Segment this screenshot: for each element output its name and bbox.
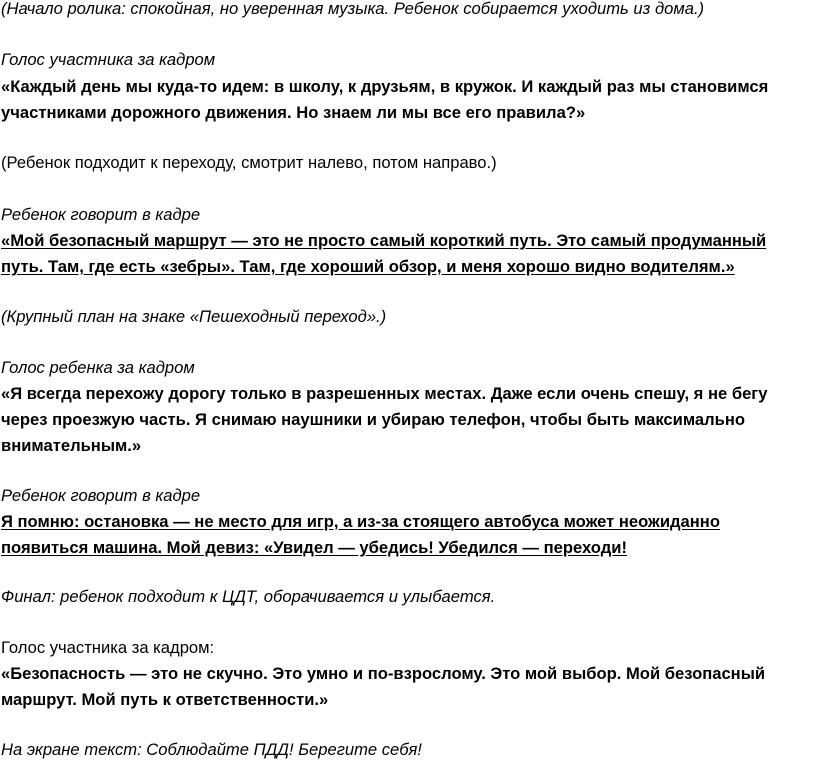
stage-direction-crossing: (Ребенок подходит к переходу, смотрит налево, потом направо.) [1,153,497,172]
speech-line: через проезжую часть. Я снимаю наушники и убираю телефон, чтобы быть максимально [1,410,746,429]
speech-line: «Безопасность — это не скучно. Это умно и по-взрослому. Это мой выбор. Мой безопасный [1,664,766,683]
speaker-child-on-camera: Ребенок говорит в кадре [1,486,201,505]
speech-line: маршрут. Мой путь к ответственности.» [1,690,329,709]
speech-line: «Каждый день мы куда-то идем: в школу, к друзьям, в кружок. И каждый раз мы становимся [1,77,769,96]
speech-line: участниками дорожного движения. Но знаем ли мы все его правила?» [1,103,586,122]
speaker-child-on-camera: Ребенок говорит в кадре [1,205,201,224]
stage-direction-sign: (Крупный план на знаке «Пешеходный переход».) [1,307,387,326]
speech-line: появиться машина. Мой девиз: «Увидел — убедись! Убедился — переходи! [1,538,627,557]
speaker-voiceover-participant: Голос участника за кадром [1,50,216,69]
speaker-voiceover-participant: Голос участника за кадром: [1,638,215,657]
speech-line: внимательным.» [1,436,142,455]
speaker-child-voiceover: Голос ребенка за кадром [1,358,195,377]
stage-direction-intro: (Начало ролика: спокойная, но уверенная музыка. Ребенок собирается уходить из дома.) [1,0,705,18]
stage-direction-final: Финал: ребенок подходит к ЦДТ, оборачивается и улыбается. [1,587,496,606]
speech-line: «Я всегда перехожу дорогу только в разрешенных местах. Даже если очень спешу, я не бегу [1,384,768,403]
speech-line: «Мой безопасный маршрут — это не просто самый короткий путь. Это самый продуманный [1,231,767,250]
speech-line: Я помню: остановка — не место для игр, а из-за стоящего автобуса может неожиданно [1,512,720,531]
speech-line: путь. Там, где есть «зебры». Там, где хороший обзор, и меня хорошо видно водителям.» [1,257,735,276]
on-screen-text: На экране текст: Соблюдайте ПДД! Берегите себя! [1,740,422,759]
